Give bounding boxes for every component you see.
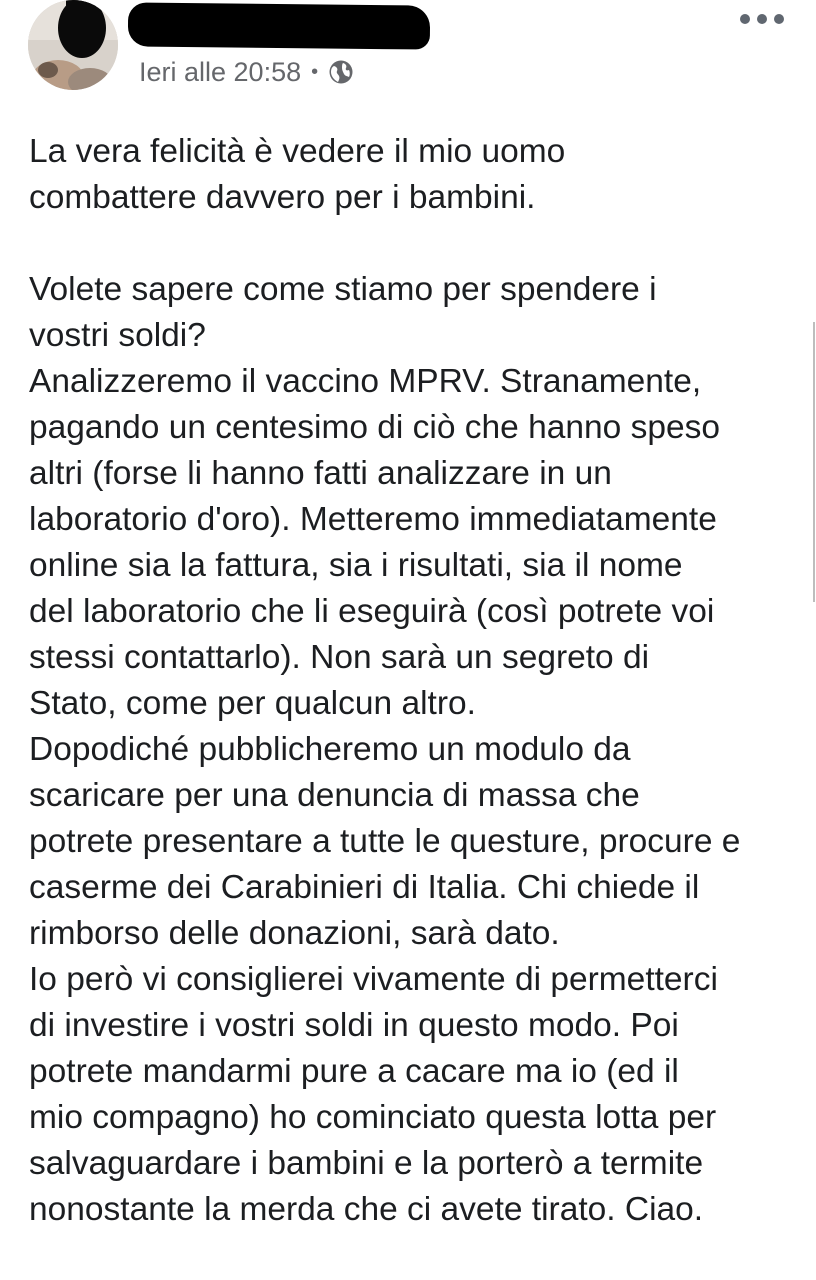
- post-line: mio compagno) ho cominciato questa lotta per: [29, 1099, 717, 1136]
- post-line: salvaguardare i bambini e la porterò a termite: [29, 1145, 704, 1182]
- post-meta: [139, 52, 354, 92]
- author-avatar[interactable]: [28, 0, 118, 90]
- post-line: stessi contattarlo). Non sarà un segreto di: [29, 639, 650, 676]
- more-dot: [774, 14, 784, 24]
- post-line: nonostante la merda che ci avete tirato. Ciao.: [29, 1191, 704, 1228]
- post-line: Io però vi consiglierei vivamente di permetterci: [29, 961, 718, 998]
- more-dot: [757, 14, 767, 24]
- globe-icon[interactable]: [328, 59, 354, 85]
- post-line: vostri soldi?: [29, 317, 206, 354]
- meta-separator: •: [311, 60, 319, 83]
- post-line: laboratorio d'oro). Metteremo immediatamente: [29, 501, 717, 538]
- post-line: Volete sapere come stiamo per spendere i: [29, 271, 657, 308]
- post-line: rimborso delle donazioni, sarà dato.: [29, 915, 560, 952]
- post-line: di investire i vostri soldi in questo modo. Poi: [29, 1007, 679, 1044]
- name-redaction: [128, 2, 430, 49]
- post-line: online sia la fattura, sia i risultati, sia il nome: [29, 547, 683, 584]
- post-line: scaricare per una denuncia di massa che: [29, 777, 640, 814]
- post-blank-line: [29, 221, 809, 267]
- post-line: altri (forse li hanno fatti analizzare in un: [29, 455, 612, 492]
- more-horizontal-icon: [740, 14, 750, 24]
- post-line: potrete mandarmi pure a cacare ma io (ed il: [29, 1053, 679, 1090]
- post-line: Stato, come per qualcun altro.: [29, 685, 476, 722]
- scroll-edge-line: [813, 322, 815, 602]
- post-line: potrete presentare a tutte le questure, procure e: [29, 823, 741, 860]
- post-line: Analizzeremo il vaccino MPRV. Stranamente,: [29, 363, 702, 400]
- post-text: [29, 129, 809, 1233]
- avatar-image: [28, 0, 118, 90]
- post-line: Dopodiché pubblicheremo un modulo da: [29, 731, 631, 768]
- post-timestamp[interactable]: Ieri alle 20:58: [139, 56, 302, 87]
- post-header: [0, 0, 816, 110]
- post-line: La vera felicità è vedere il mio uomo: [29, 133, 566, 170]
- post-line: caserme dei Carabinieri di Italia. Chi chiede il: [29, 869, 700, 906]
- post-line: del laboratorio che li eseguirà (così potrete voi: [29, 593, 715, 630]
- post-line: combattere davvero per i bambini.: [29, 179, 536, 216]
- more-options-button[interactable]: [740, 6, 784, 32]
- post-line: pagando un centesimo di ciò che hanno speso: [29, 409, 720, 446]
